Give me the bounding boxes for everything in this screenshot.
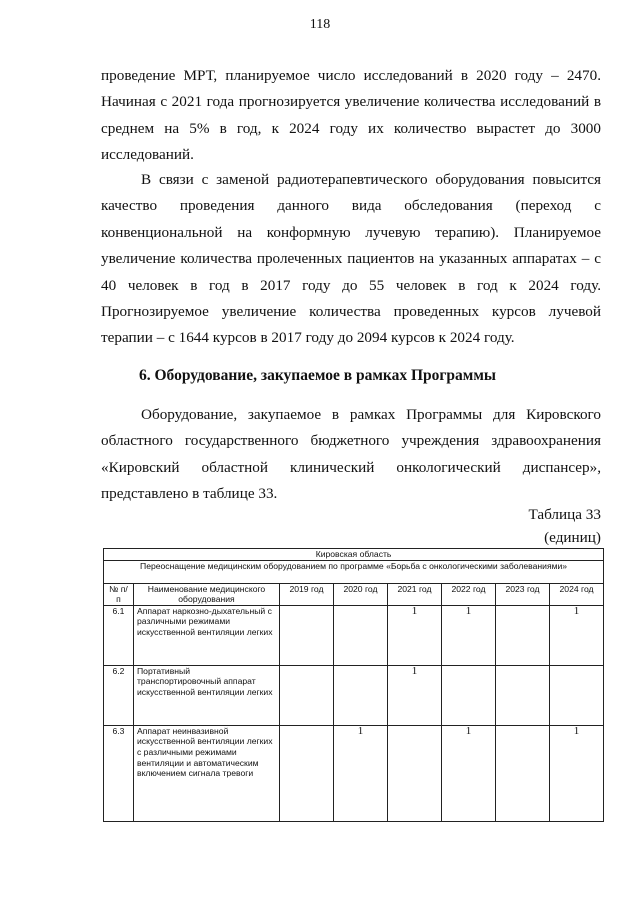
row-value: 1: [550, 725, 604, 821]
paragraph-1: проведение МРТ, планируемое число исследований в 2020 году – 2470. Начиная с 2021 года прогнозируется увеличение количества исследований в среднем на 5% в год, к 2024 году их количество вырастет до 3000 исследований.: [101, 67, 601, 164]
page-number: 118: [309, 17, 331, 32]
row-value: 1: [388, 605, 442, 665]
header-year-2023: 2023 год: [496, 583, 550, 605]
row-value: [550, 665, 604, 725]
table-row: [104, 725, 604, 821]
row-value: [496, 605, 550, 665]
header-year-2022: 2022 год: [442, 583, 496, 605]
row-name: Портативный транспортировочный аппарат искусственной вентиляции легких: [134, 665, 280, 725]
row-value: [334, 605, 388, 665]
row-num: 6.1: [104, 605, 134, 665]
row-value: [280, 605, 334, 665]
header-year-2020: 2020 год: [334, 583, 388, 605]
table-row: [104, 605, 604, 665]
paragraph-2: В связи с заменой радиотерапевтического оборудования повысится качество проведения данного вида обследования (переход с конвенциональной на конформную лучевую терапию). Планируемое увеличение количества пролеченных пациентов на указанных аппаратах – с 40 человек в год в 2017 году до 55 человек в год к 2024 году. Прогнозируемое увеличение количества проведенных курсов лучевой терапии – с 1644 курсов в 2017 году до 2094 курсов к 2024 году.: [101, 171, 601, 347]
row-value: [280, 725, 334, 821]
row-value: 1: [442, 605, 496, 665]
header-num: № п/п: [104, 583, 134, 605]
table-caption-block: [528, 503, 601, 549]
row-num: 6.2: [104, 665, 134, 725]
row-name: Аппарат наркозно-дыхательный с различными режимами искусственной вентиляции легких: [134, 605, 280, 665]
row-value: [442, 665, 496, 725]
row-value: [388, 725, 442, 821]
table-caption: Таблица 33: [528, 506, 601, 523]
row-value: [280, 665, 334, 725]
table-unit: (единиц): [544, 529, 601, 546]
row-name: Аппарат неинвазивной искусственной вентиляции легких с различными режимами вентиляции и автоматическим включением сигнала тревоги: [134, 725, 280, 821]
row-value: [334, 665, 388, 725]
row-value: [496, 725, 550, 821]
header-year-2019: 2019 год: [280, 583, 334, 605]
header-name: Наименование медицинского оборудования: [134, 583, 280, 605]
row-value: 1: [334, 725, 388, 821]
header-year-2021: 2021 год: [388, 583, 442, 605]
equipment-table: [103, 548, 604, 822]
header-year-2024: 2024 год: [550, 583, 604, 605]
row-num: 6.3: [104, 725, 134, 821]
section-paragraph: Оборудование, закупаемое в рамках Программы для Кировского областного государственного бюджетного учреждения здравоохранения «Кировский областной клинический онкологический диспансер», представлено в таблице 33.: [101, 406, 601, 503]
section-heading: 6. Оборудование, закупаемое в рамках Программы: [139, 367, 497, 384]
table-region: Кировская область: [104, 549, 604, 561]
row-value: 1: [550, 605, 604, 665]
row-value: 1: [388, 665, 442, 725]
row-value: [496, 665, 550, 725]
table-row: [104, 665, 604, 725]
table-program: Переоснащение медицинским оборудованием по программе «Борьба с онкологическими заболеваниями»: [104, 560, 604, 583]
row-value: 1: [442, 725, 496, 821]
